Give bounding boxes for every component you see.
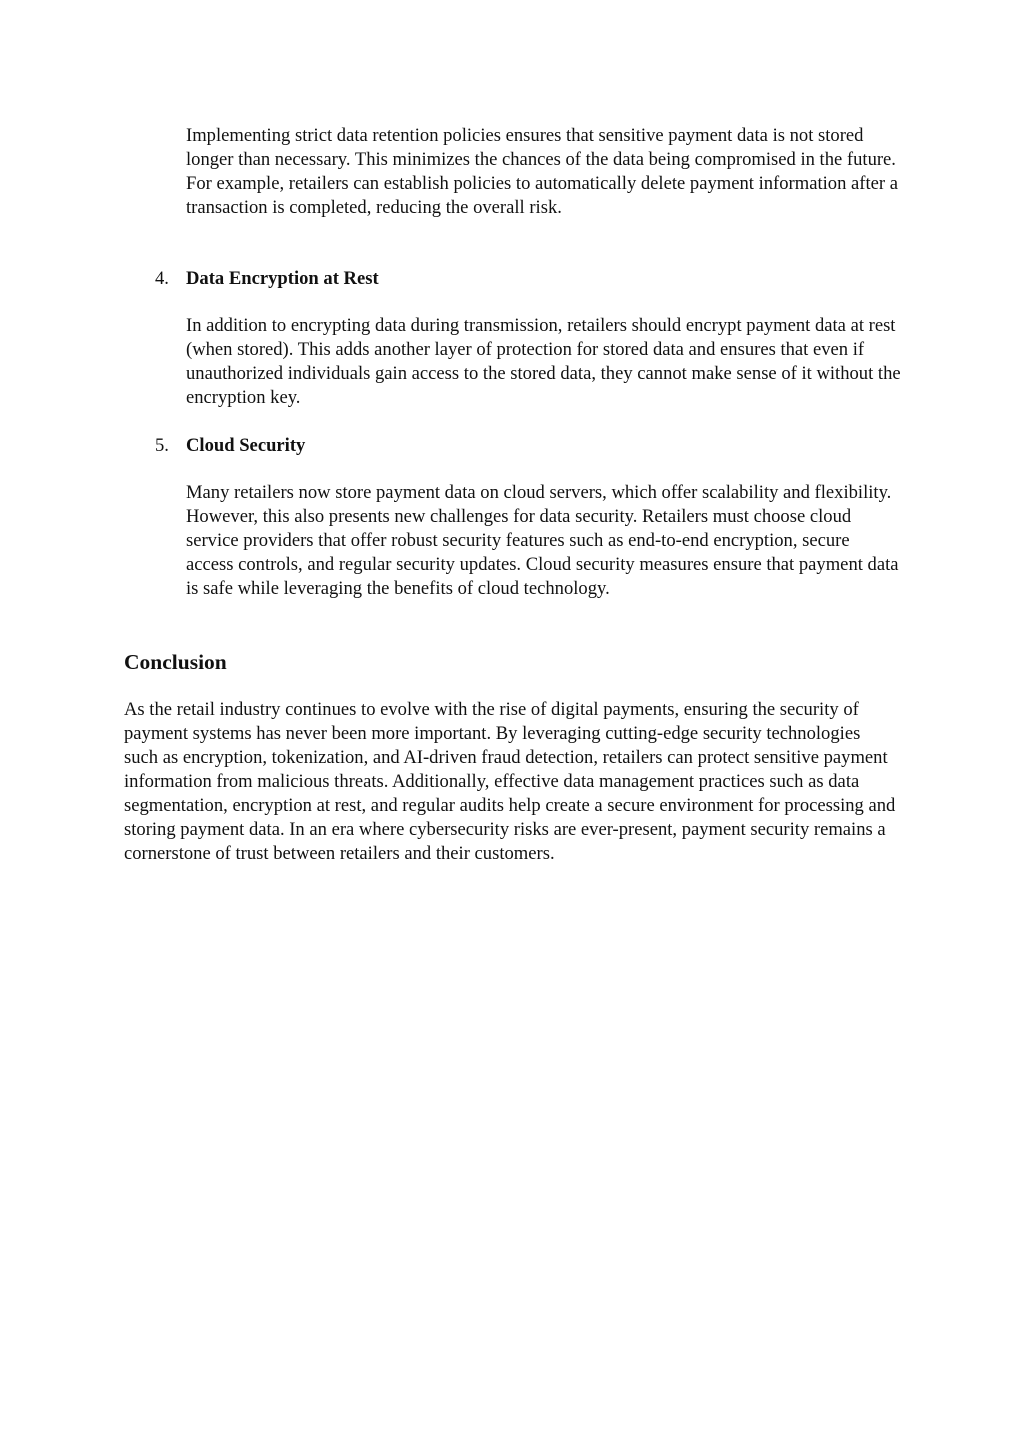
cloud-security-paragraph: Many retailers now store payment data on cloud servers, which offer scalability and flexibility. However, this also presents new challenges for data security. Retailers must choose cloud service providers that offer robust security features such as end-to-end encryption, secure access controls, and regular security updates. Cloud security measures ensure that payment data is safe while leveraging the benefits of cloud technology. <box>186 482 899 599</box>
list-item-title: Data Encryption at Rest <box>186 268 379 289</box>
conclusion-paragraph: As the retail industry continues to evolve with the rise of digital payments, ensuring the security of payment systems has never been more important. By leveraging cutting-edge security technologies such as encryption, tokenization, and AI-driven fraud detection, retailers can protect sensitive payment information from malicious threats. Additionally, effective data management practices such as data segmentation, encryption at rest, and regular audits help create a secure environment for processing and storing payment data. In an era where cybersecurity risks are ever-present, payment security remains a cornerstone of trust between retailers and their customers. <box>124 699 896 864</box>
list-item-heading-encryption-at-rest <box>155 267 379 291</box>
list-item-number: 5. <box>155 435 169 456</box>
list-item-number: 4. <box>155 268 169 289</box>
list-item-heading-cloud-security <box>155 434 305 458</box>
conclusion-heading: Conclusion <box>124 650 227 674</box>
encryption-at-rest-paragraph: In addition to encrypting data during transmission, retailers should encrypt payment data at rest (when stored). This adds another layer of protection for stored data and ensures that even if unauthorized individuals gain access to the stored data, they cannot make sense of it without the encryption key. <box>186 315 901 408</box>
data-retention-paragraph: Implementing strict data retention policies ensures that sensitive payment data is not stored longer than necessary. This minimizes the chances of the data being compromised in the future. For example, retailers can establish policies to automatically delete payment information after a transaction is completed, reducing the overall risk. <box>186 125 898 218</box>
list-item-title: Cloud Security <box>186 435 306 456</box>
